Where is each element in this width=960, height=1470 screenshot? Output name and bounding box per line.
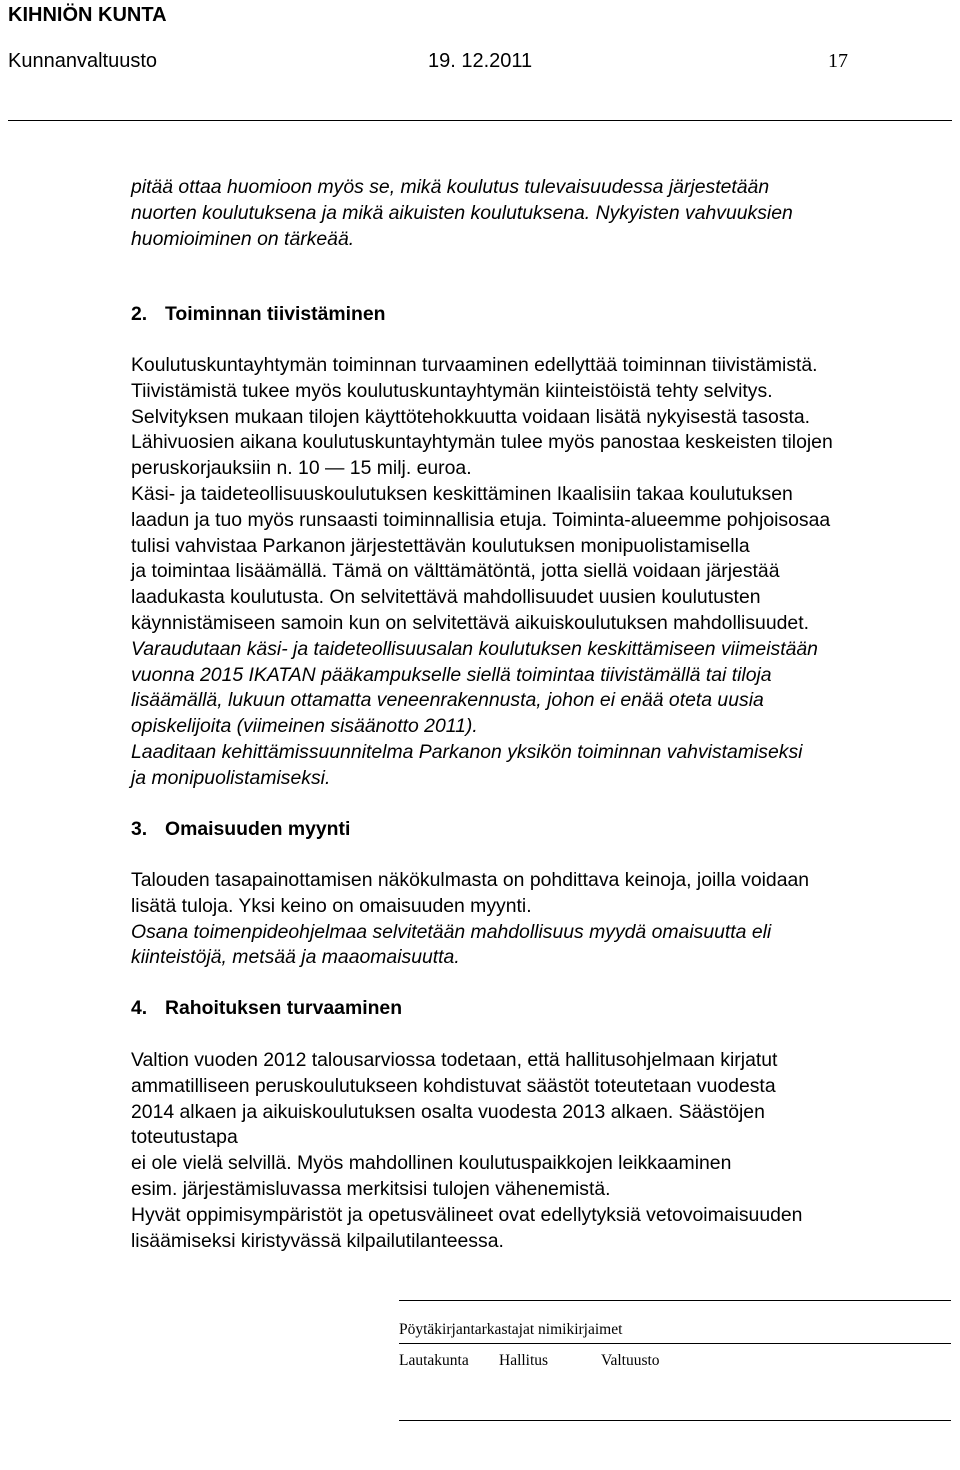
footer-middle-rule [399, 1343, 951, 1344]
text-line: Osana toimenpideohjelmaa selvitetään mahdollisuus myydä omaisuutta eli [131, 920, 772, 943]
text-line: tulisi vahvistaa Parkanon järjestettävän koulutuksen monipuolistamisella [131, 534, 750, 557]
intro-paragraph [131, 175, 951, 252]
footer-top-rule [399, 1300, 951, 1301]
section-title: Omaisuuden myynti [165, 818, 351, 840]
text-line: ei ole vielä selvillä. Myös mahdollinen koulutuspaikkojen leikkaaminen [131, 1152, 732, 1175]
text-line: Koulutuskuntayhtymän toiminnan turvaaminen edellyttää toiminnan tiivistämistä. [131, 354, 818, 376]
text-line: peruskorjauksiin n. 10 — 15 milj. euroa. [131, 457, 472, 480]
text-line: ja toimintaa lisäämällä. Tämä on välttämätöntä, jotta siellä voidaan järjestää [131, 560, 780, 583]
section-2-body [131, 353, 951, 792]
text-line: Hyvät oppimisympäristöt ja opetusvälineet ovat edellytyksiä vetovoimaisuuden [131, 1203, 803, 1226]
organization-name: KIHNIÖN KUNTA [8, 4, 167, 26]
text-line: Tiivistämistä tukee myös koulutuskuntayhtymän kiinteistöistä tehty selvitys. [131, 379, 773, 402]
text-line: lisäämiseksi kiristyvässä kilpailutilanteessa. [131, 1229, 504, 1252]
text-line: kiinteistöjä, metsää ja maaomaisuutta. [131, 946, 460, 969]
text-line: nuorten koulutuksena ja mikä aikuisten koulutuksena. Nykyisten vahvuuksien [131, 201, 793, 224]
text-line: pitää ottaa huomioon myös se, mikä koulutus tulevaisuudessa järjestetään [131, 176, 770, 198]
text-line: ammatilliseen peruskoulutukseen kohdistuvat säästöt toteutetaan vuodesta [131, 1074, 776, 1097]
section-number: 4. [131, 997, 148, 1019]
section-2-heading [131, 303, 386, 326]
text-line: toteutustapa [131, 1126, 238, 1149]
text-line: 2014 alkaen ja aikuiskoulutuksen osalta vuodesta 2013 alkaen. Säästöjen [131, 1100, 765, 1123]
text-line: esim. järjestämisluvassa merkitsisi tulojen vähenemistä. [131, 1177, 611, 1200]
section-4-heading [131, 997, 402, 1020]
text-line: huomioiminen on tärkeää. [131, 227, 355, 250]
text-line: Varaudutaan käsi- ja taideteollisuusalan koulutuksen keskittämiseen viimeistään [131, 637, 818, 660]
text-line: lisätä tuloja. Yksi keino on omaisuuden myynti. [131, 894, 532, 917]
text-line: laadun ja tuo myös runsaasti toiminnallisia etuja. Toiminta-alueemme pohjoisosaa [131, 508, 831, 531]
section-title: Toiminnan tiivistäminen [165, 303, 386, 325]
text-line: käynnistämiseen samoin kun on selvitettävä aikuiskoulutuksen mahdollisuudet. [131, 611, 809, 634]
footer-column-lautakunta: Lautakunta [399, 1352, 469, 1369]
page-number: 17 [828, 50, 848, 72]
section-number: 2. [131, 303, 148, 325]
text-line: lisäämällä, lukuun ottamatta veneenrakennusta, johon ei enää oteta uusia [131, 689, 764, 712]
text-line: laadukasta koulutusta. On selvitettävä mahdollisuudet uusien koulutusten [131, 586, 761, 609]
footer-column-valtuusto: Valtuusto [601, 1352, 660, 1369]
text-line: Käsi- ja taideteollisuuskoulutuksen keskittäminen Ikaalisiin takaa koulutuksen [131, 482, 793, 505]
section-4-body [131, 1048, 951, 1254]
meeting-date: 19. 12.2011 [428, 50, 533, 72]
section-title: Rahoituksen turvaaminen [165, 997, 403, 1019]
text-line: Laaditaan kehittämissuunnitelma Parkanon yksikön toiminnan vahvistamiseksi [131, 740, 803, 763]
text-line: Lähivuosien aikana koulutuskuntayhtymän tulee myös panostaa keskeisten tilojen [131, 431, 833, 454]
text-line: Talouden tasapainottamisen näkökulmasta on pohdittava keinoja, joilla voidaan [131, 869, 810, 891]
text-line: vuonna 2015 IKATAN pääkampukselle siellä toimintaa tiivistämällä tai tiloja [131, 663, 772, 686]
section-number: 3. [131, 818, 148, 840]
footer-bottom-rule [399, 1420, 951, 1421]
header-divider [8, 120, 952, 121]
signatures-label: Pöytäkirjantarkastajat nimikirjaimet [399, 1321, 623, 1338]
text-line: opiskelijoita (viimeinen sisäänotto 2011). [131, 715, 478, 738]
text-line: ja monipuolistamiseksi. [131, 766, 331, 789]
text-line: Valtion vuoden 2012 talousarviossa todetaan, että hallitusohjelmaan kirjatut [131, 1049, 778, 1071]
meeting-body: Kunnanvaltuusto [8, 50, 158, 72]
text-line: Selvityksen mukaan tilojen käyttötehokkuutta voidaan lisätä nykyisestä tasosta. [131, 405, 811, 428]
section-3-heading [131, 818, 350, 841]
footer-column-hallitus: Hallitus [499, 1352, 549, 1369]
section-3-body [131, 868, 951, 971]
